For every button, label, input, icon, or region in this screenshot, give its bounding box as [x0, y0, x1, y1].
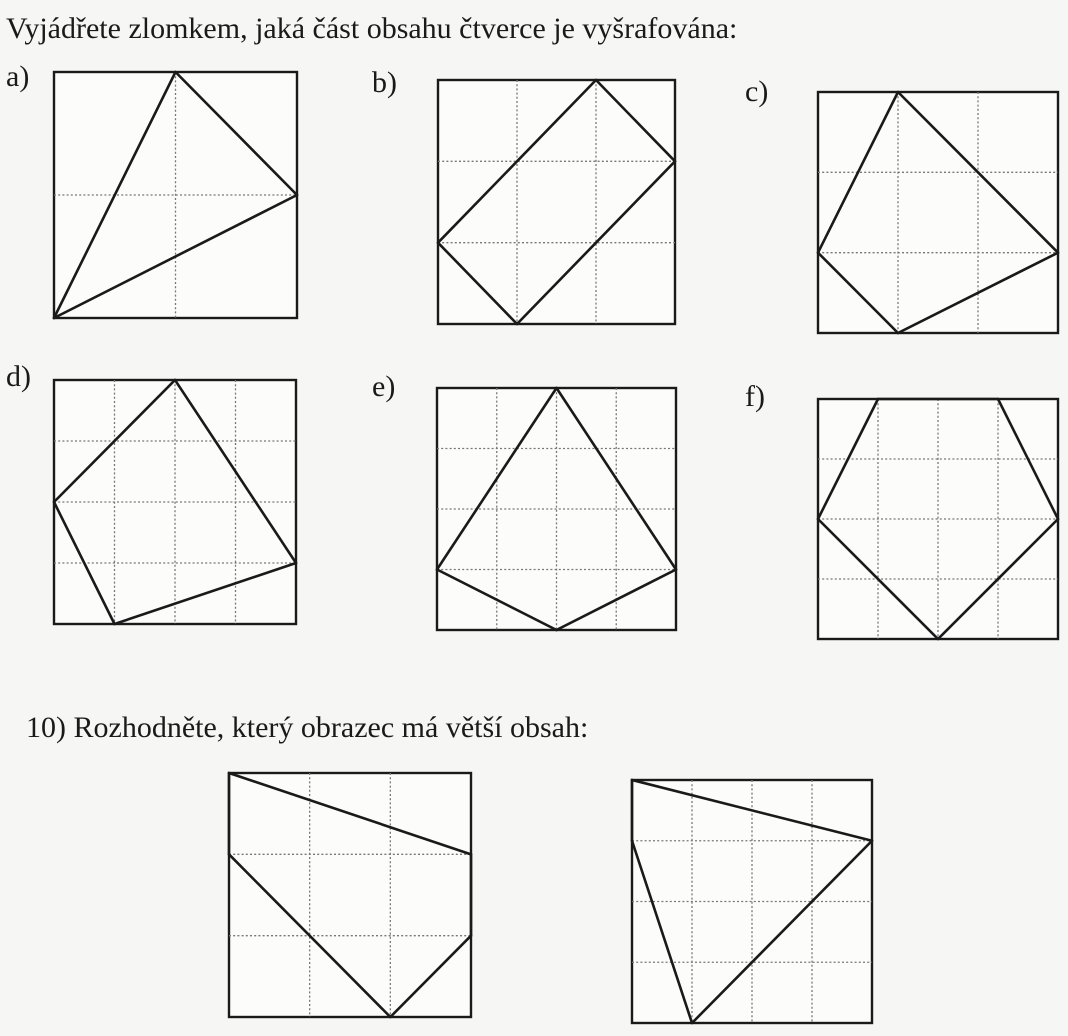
figure-b — [438, 80, 675, 324]
figure-d — [54, 380, 296, 624]
panel-label-f: f) — [745, 380, 765, 413]
figure-a — [54, 72, 297, 318]
figure-f — [818, 399, 1058, 639]
figure-10-left — [229, 773, 471, 1017]
square-border — [438, 80, 675, 324]
figure-c — [818, 92, 1058, 333]
panel-label-e: e) — [372, 370, 396, 403]
square-border — [818, 92, 1058, 333]
task-heading: Vyjádřete zlomkem, jaká část obsahu čtverce je vyšrafována: — [6, 12, 738, 45]
square-border — [818, 399, 1058, 639]
panel-label-a: a) — [6, 60, 30, 93]
task-10-heading: 10) Rozhodněte, který obrazec má větší obsah: — [26, 711, 589, 744]
figure-10-right — [632, 780, 872, 1023]
square-border — [229, 773, 471, 1017]
panel-label-b: b) — [372, 66, 397, 99]
panel-label-d: d) — [6, 360, 31, 393]
panel-label-c: c) — [745, 75, 769, 108]
figure-e — [437, 388, 676, 630]
